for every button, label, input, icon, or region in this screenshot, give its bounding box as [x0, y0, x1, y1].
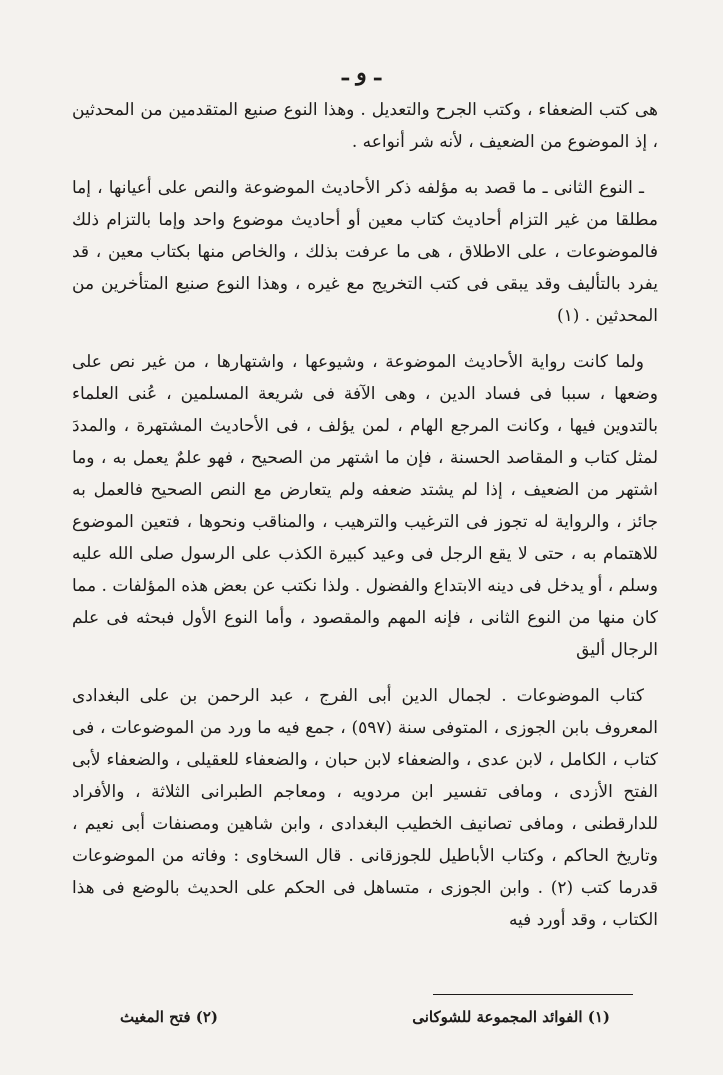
paragraph-4: كتاب الموضوعات . لجمال الدين أبى الفرج ، عبد الرحمن بن على البغدادى المعروف بابن الجوزى ، المتوفى سنة (٥٩٧) ، جمع فيه ما ورد من الموضوعات ، فى كتاب ، الكامل ، لابن عدى ، والضعفاء لابن حبان ، والضعفاء للعقيلى ، والضعفاء لأبى الفتح الأزدى ، ومافى تفسير ابن مردويه ، ومعاجم الطبرانى الثلاثة ، والأفراد للدارقطنى ، ومافى تصانيف الخطيب البغدادى ، وابن شاهين ومصنفات أبى نعيم ، وتاريخ الحاكم ، وكتاب الأباطيل للجوزقانى . قال السخاوى : وفاته من الموضوعات قدرما كتب (٢) . وابن الجوزى ، متساهل فى الحكم على الحديث بالوضع فى هذا الكتاب ، وقد أورد فيه: [72, 686, 659, 930]
body-text: [72, 94, 658, 950]
footnote-1: (١) الفوائد المجموعة للشوكانى: [412, 1008, 610, 1026]
page-number: ـ و ـ: [342, 60, 381, 86]
footnote-2: (٢) فتح المغيث: [120, 1008, 218, 1026]
paragraph-3: ولما كانت رواية الأحاديث الموضوعة ، وشيوعها ، واشتهارها ، من غير نص على وضعها ، سببا فى فساد الدين ، وهى الآفة فى شريعة المسلمين ، عُنى العلماء بالتدوين فيها ، وكانت المرجع الهام ، لمن يؤلف ، فى الأحاديث المشتهرة ، والمددَ لمثل كتاب و المقاصد الحسنة ، فإن ما اشتهر من الصحيح ، فهو علمٌ يعمل به ، وما اشتهر من الضعيف ، إذا لم يشتد ضعفه ولم يتعارض مع النص الصحيح فالعمل به جائز ، والرواية له تجوز فى الترغيب والترهيب ، والمناقب ونحوها ، فتعين الموضوع للاهتمام به ، حتى لا يقع الرجل فى وعيد كبيرة الكذب على الرسول صلى الله عليه وسلم ، أو يدخل فى دينه الابتداع والفضول . ولذا نكتب عن بعض هذه المؤلفات . مما كان منها من النوع الثانى ، فإنه المهم والمقصود ، وأما النوع الأول فبحثه فى علم الرجال أليق: [72, 352, 658, 660]
footnotes: [120, 1008, 610, 1026]
paragraph-2: ـ النوع الثانى ـ ما قصد به مؤلفه ذكر الأحاديث الموضوعة والنص على أعيانها ، إما مطلقا من غير التزام أحاديث كتاب معين أو أحاديث موضوع واحد وإما بالتزام ذلك فالموضوعات ، على الاطلاق ، هى ما عرفت بذلك ، والخاص منها بكتاب معين ، قد يفرد بالتأليف وقد يبقى فى كتب التخريج مع غيره ، وهذا النوع صنيع المتأخرين من المحدثين . (١): [72, 178, 658, 326]
paragraph-1: هى كتب الضعفاء ، وكتب الجرح والتعديل . وهذا النوع صنيع المتقدمين من المحدثين ، إذ الموضوع من الضعيف ، لأنه شر أنواعه .: [72, 100, 658, 152]
footnote-divider: [433, 994, 633, 995]
